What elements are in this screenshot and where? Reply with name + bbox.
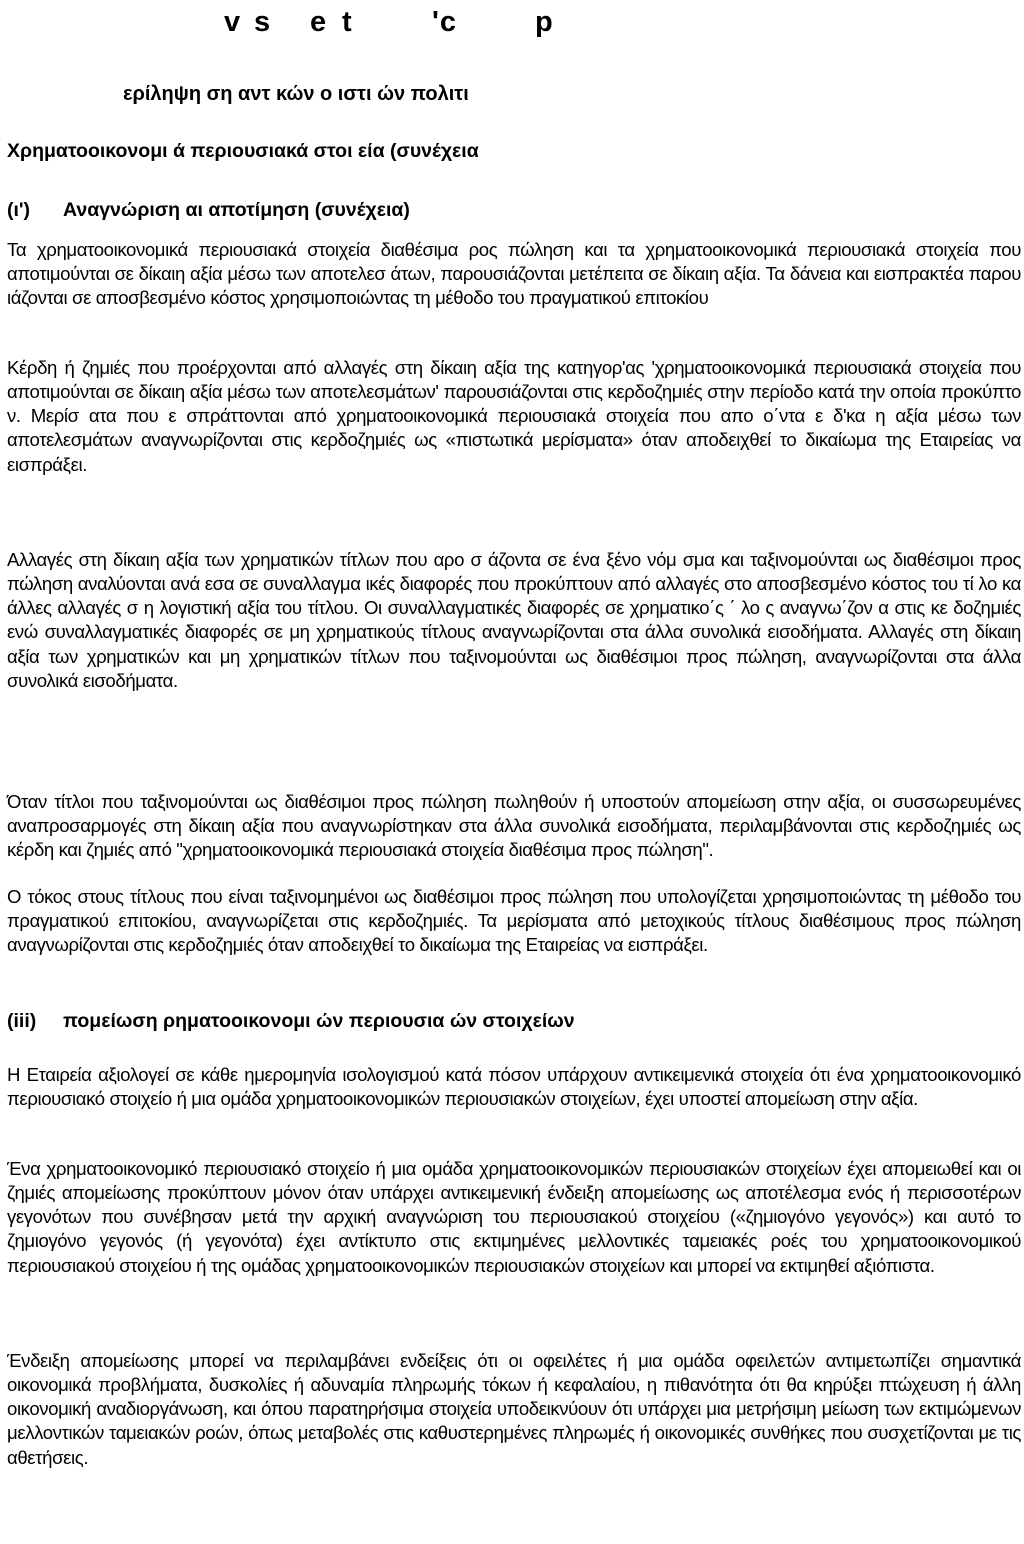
subsection-title: πομείωση ρηματοοικονομι ών περιουσια ών στοιχείων	[63, 1010, 575, 1032]
page-main-heading: ερίληψη ση αντ κών ο ιστι ών πολιτι	[123, 83, 469, 105]
paragraph-1: Τα χρηματοοικονομικά περιουσιακά στοιχεία διαθέσιμα ρος πώληση και τα χρηματοοικονομικά περιουσιακά στοιχεία που αποτιμούνται σε δίκαιη αξία μέσω των αποτελεσ άτων, παρουσιάζονται μετέπειτα σε δίκαιη αξία. Τα δάνεια και εισπρακτέα παρου ιάζονται σε αποσβεσμένο κόστος χρησιμοποιώντας τη μέθοδο του πραγματικού επιτοκίου	[7, 238, 1021, 309]
paragraph-6: Η Εταιρεία αξιολογεί σε κάθε ημερομηνία ισολογισμού κατά πόσον υπάρχουν αντικειμενικά στοιχεία ότι ένα χρηματοοικονομικό περιουσιακό στοιχείο ή μια ομάδα χρηματοοικονομικών περιουσιακών στοιχείων, έχει υποστεί απομείωση στην αξία.	[7, 1063, 1021, 1109]
section-heading: Χρηματοοικονομι ά περιουσιακά στοι εία (συνέχεια	[7, 140, 479, 162]
header-fragment: v	[224, 6, 242, 38]
subsection-number: (iii)	[7, 1010, 37, 1032]
subsection-heading-iii	[7, 1009, 1021, 1033]
paragraph-7: Ένα χρηματοοικονομικό περιουσιακό στοιχείο ή μια ομάδα χρηματοοικονομικών περιουσιακών στοιχείων έχει απομειωθεί και οι ζημιές απομείωσης προκύπτουν μόνον όταν υπάρχει αντικειμενική ένδειξη απομείωσης ως αποτέλεσμα ενός ή περισσοτέρων γεγονότων που συνέβησαν μετά την αρχική αναγνώριση του περιουσιακού στοιχείου («ζημιογόνο γεγονός») και αυτό το ζημιογόνο γεγονός (ή γεγονότα) έχει αντίκτυπο στις εκτιμημένες μελλοντικές ταμειακές ροές του χρηματοοικονομικού περιουσιακού στοιχείου ή της ομάδας χρηματοοικονομικών περιουσιακών στοιχείων και μπορεί να εκτιμηθεί αξιόπιστα.	[7, 1157, 1021, 1276]
subsection-heading-ii	[7, 198, 1021, 222]
paragraph-5: Ο τόκος στους τίτλους που είναι ταξινομημένοι ως διαθέσιμοι προς πώληση που υπολογίζεται χρησιμοποιώντας τη μέθοδο του πραγματικού επιτοκίου, αναγνωρίζεται στις κερδοζημιές. Τα μερίσματα από μετοχικούς τίτλους διαθέσιμους προς πώληση αναγνωρίζονται στις κερδοζημιές όταν αποδειχθεί το δικαίωμα της Εταιρείας να εισπράξει.	[7, 885, 1021, 956]
header-fragment: s	[254, 6, 272, 38]
paragraph-2: Κέρδη ή ζημιές που προέρχονται από αλλαγές στη δίκαιη αξία της κατηγορ'ας 'χρηματοοικονομικά περιουσιακά στοιχεία που αποτιμούνται σε δίκαιη αξία μέσω των αποτελεσμάτων' παρουσιάζονται στις κερδοζημιές στην περίοδο κατά την οποία προκύπτο ν. Μερίσ ατα που ε σπράττονται από χρηματοοικονομικά περιουσιακά στοιχεία που απο ο΄ντα ε δ'κα η αξία μέσω των αποτελεσμάτων αναγνωρίζονται στις κερδοζημιές ως «πιστωτικά μερίσματα» όταν αποδειχθεί το δικαίωμα της Εταιρείας να εισπράξει.	[7, 356, 1021, 475]
header-fragment: p	[535, 6, 554, 38]
header-fragment: 'c	[432, 6, 458, 38]
header-fragment: t	[342, 6, 353, 38]
subsection-number: (ι')	[7, 199, 31, 221]
paragraph-8: Ένδειξη απομείωσης μπορεί να περιλαμβάνει ενδείξεις ότι οι οφειλέτες ή μια ομάδα οφειλετών αντιμετωπίζει σημαντικά οικονομικά προβλήματα, δυσκολίες ή αδυναμία πληρωμής τόκων ή κεφαλαίου, η πιθανότητα ότι θα κηρύξει πτώχευση ή άλλη οικονομική αναδιοργάνωση, και όπου παρατηρήσιμα στοιχεία υποδεικνύουν ότι υπάρχει μια μετρήσιμη μείωση των εκτιμώμενων μελλοντικών ταμειακών ροών, όπως μεταβολές στις καθυστερημένες πληρωμές ή οικονομικές συνθήκες που συσχετίζονται με τις αθετήσεις.	[7, 1349, 1021, 1468]
paragraph-3: Αλλαγές στη δίκαιη αξία των χρηματικών τίτλων που αρο σ άζοντα σε ένα ξένο νόμ σμα και ταξινομούνται ως διαθέσιμοι προς πώληση αναλύονται ανά εσα σε συναλλαγμα ικές διαφορές που προκύπτουν από αλλαγές στο αποσβεσμένο κόστος του τί λο κα άλλες αλλαγές σ η λογιστική αξία του τίτλου. Οι συναλλαγματικές διαφορές σε χρηματικο΄ς ΄ λο ς αναγνω΄ζον α στις κε δοζημιές ενώ συναλλαγματικές διαφορές σε μη χρηματικούς τίτλους αναγνωρίζονται στα άλλα συνολικά εισοδήματα. Αλλαγές στη δίκαιη αξία των χρηματικών και μη χρηματικών τίτλων που ταξινομούνται ως διαθέσιμοι προς πώληση, αναγνωρίζονται στα άλλα συνολικά εισοδήματα.	[7, 548, 1021, 692]
subsection-title: Αναγνώριση αι αποτίμηση (συνέχεια)	[63, 199, 410, 221]
header-fragment: e	[310, 6, 328, 38]
paragraph-4: Όταν τίτλοι που ταξινομούνται ως διαθέσιμοι προς πώληση πωληθούν ή υποστούν απομείωση στην αξία, οι συσσωρευμένες αναπροσαρμογές στη δίκαιη αξία που αναγνωρίστηκαν στα άλλα συνολικά εισοδήματα, περιλαμβάνονται στις κερδοζημιές ως κέρδη και ζημιές από "χρηματοοικονομικά περιουσιακά στοιχεία διαθέσιμα προς πώληση".	[7, 790, 1021, 861]
